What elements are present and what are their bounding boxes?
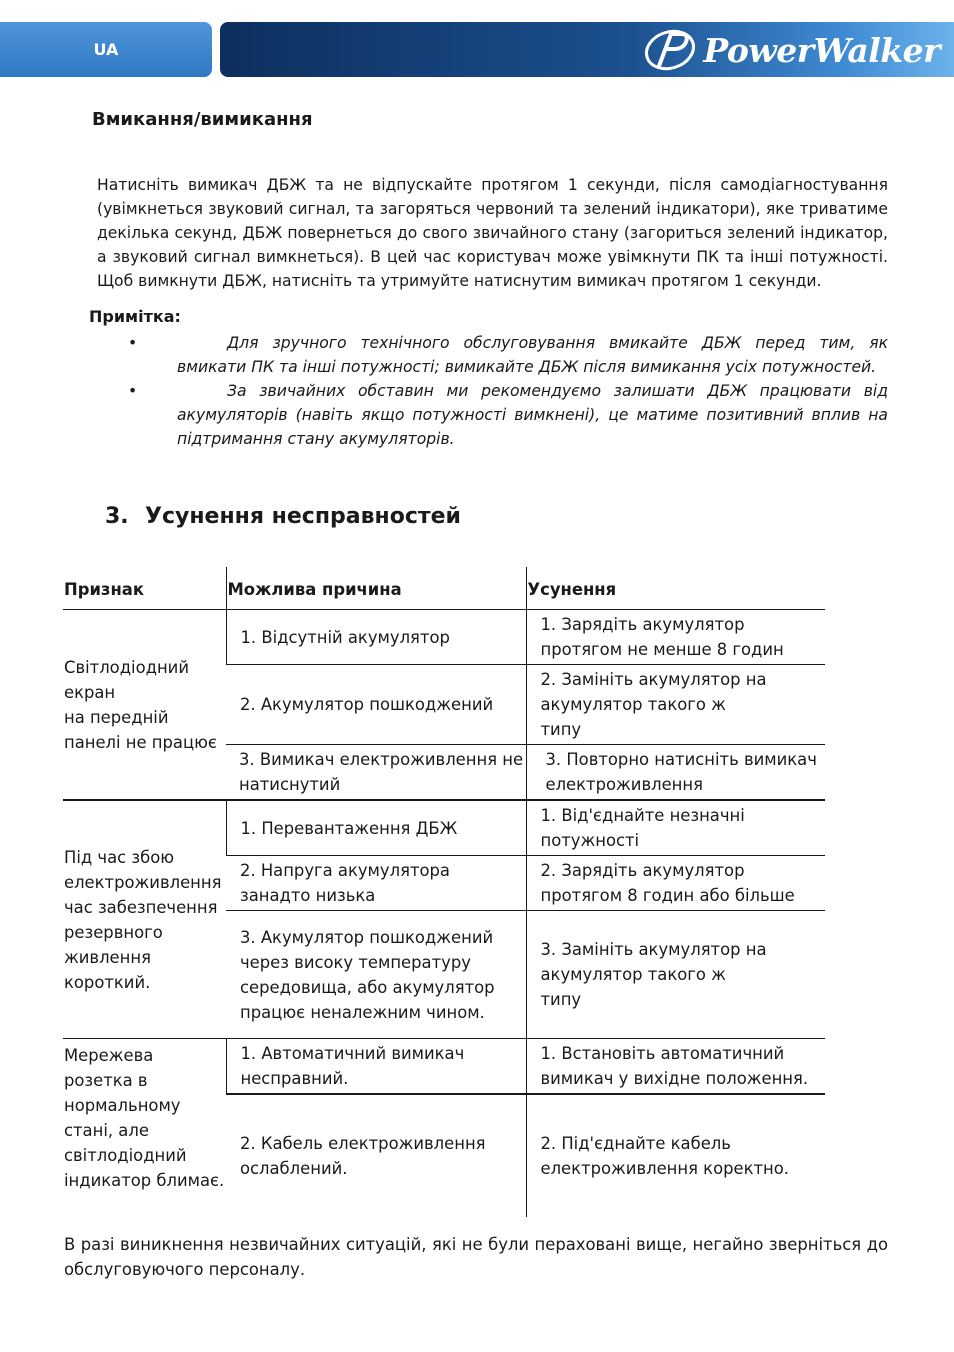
fix-cell: 1. Зарядіть акумулятор протягом не менше 8 годин [526,610,825,665]
brand-name: PowerWalker [703,30,940,70]
bullet-icon: • [128,334,138,352]
symptom-cell: Мережева розетка в нормальному стані, але світлодіодний індикатор блимає. [63,1039,226,1218]
cause-cell: 2. Напруга акумулятора занадто низька [226,856,526,911]
page-header [0,0,954,80]
section-heading [105,504,461,529]
table-header-row [63,567,825,610]
header-cause: Можлива причина [226,567,526,610]
cause-cell: 2. Акумулятор пошкоджений [226,665,526,745]
fix-cell: 1. Встановіть автоматичний вимикач у вихідне положення. [526,1039,825,1095]
closing-paragraph: В разі виникнення незвичайних ситуацій, які не були пераховані вище, негайно зверніться до обслуговуючого персоналу. [64,1235,888,1279]
fix-cell: 2. Під'єднайте кабель електроживлення коректно. [526,1094,825,1217]
note-title: Примітка: [89,307,181,326]
cause-cell: 3. Вимикач електроживлення не натиснутий [226,745,526,801]
table-row [63,1039,825,1095]
cause-cell: 1. Автоматичний вимикач несправний. [226,1039,526,1095]
symptom-cell: Світлодіодний екран на передній панелі не працює [64,657,217,752]
section-title: Усунення несправностей [145,504,461,529]
fix-cell: 3. Повторно натисніть вимикач електроживлення [526,745,825,801]
language-tab: UA [0,22,212,77]
header-fix: Усунення [526,567,825,610]
section-number: 3. [105,504,129,529]
cause-cell: 1. Перевантаження ДБЖ [226,800,526,856]
note-item [128,331,888,379]
table-row [63,610,825,665]
powerwalker-swoosh-icon [641,28,699,72]
brand-logo [641,28,940,72]
table-row [63,800,825,856]
bullet-icon: • [128,382,138,400]
onoff-heading: Вмикання/вимикання [92,109,313,130]
fix-cell: 2. Замініть акумулятор на акумулятор такого ж типу [526,665,825,745]
onoff-paragraph: Натисніть вимикач ДБЖ та не відпускайте протягом 1 секунди, після самодіагностування (увімкнеться звуковий сигнал, та загоряться червоний та зелений індикатори), яке триватиме декілька секунд, ДБЖ повернеться до свого звичайного стану (загориться зелений індикатор, а звуковий сигнал вимкнеться). В цей час користувач може увімкнути ПК та інші потужності. Щоб вимкнути ДБЖ, натисніть та утримуйте натиснутим вимикач протягом 1 секунди. [97,176,888,290]
header-symptom: Признак [63,567,226,610]
note-item [128,379,888,451]
fix-cell: 2. Зарядіть акумулятор протягом 8 годин або більше [526,856,825,911]
cause-cell: 1. Відсутній акумулятор [226,610,526,665]
symptom-cell: Під час збою електроживлення час забезпечення резервного живлення короткий. [63,800,226,1039]
fix-cell: 1. Від'єднайте незначні потужності [526,800,825,856]
fix-cell: 3. Замініть акумулятор на акумулятор такого ж типу [526,911,825,1039]
note-list [128,331,888,451]
troubleshooting-table [63,567,825,1217]
note-text: Для зручного технічного обслуговування вмикайте ДБЖ перед тим, як вмикати ПК та інші потужності; вимикайте ДБЖ після вимикання усіх потужностей. [177,334,888,376]
cause-cell: 3. Акумулятор пошкоджений через високу температуру середовища, або акумулятор працює неналежним чином. [226,911,526,1039]
cause-cell: 2. Кабель електроживлення ослаблений. [226,1094,526,1217]
note-text: За звичайних обставин ми рекомендуємо залишати ДБЖ працювати від акумуляторів (навіть якщо потужності вимкнені), це матиме позитивний вплив на підтримання стану акумуляторів. [177,382,888,448]
